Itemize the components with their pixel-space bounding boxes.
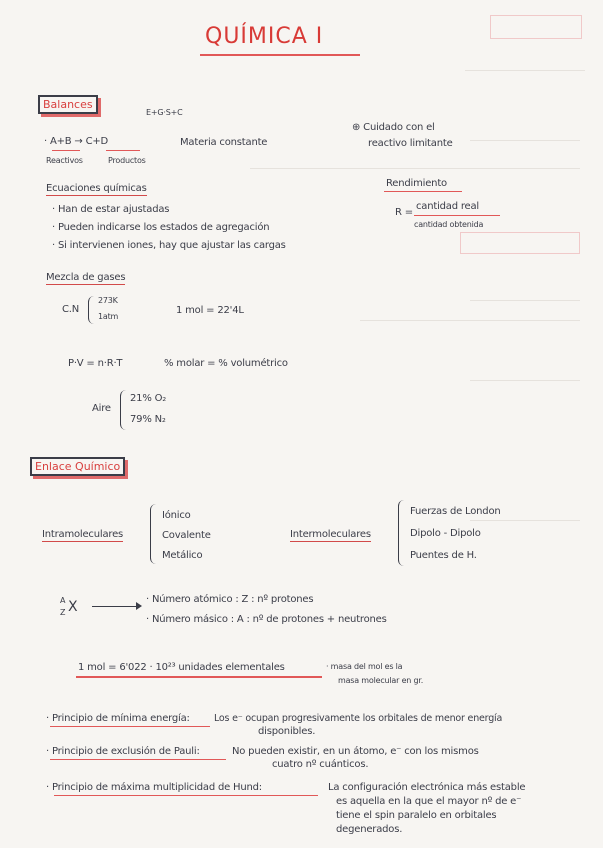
ideal-gas-law: P·V = n·R·T [68,358,123,369]
ecuaciones-item-2: · Pueden indicarse los estados de agregación [52,222,270,233]
faint-box [460,232,580,254]
principio-exclusion-pauli-text: No pueden existir, en un átomo, e⁻ con los mismos [232,746,479,757]
numero-atomico: · Número atómico : Z : nº protones [146,594,314,605]
rendimiento-heading: Rendimiento [386,178,447,189]
reactivos-label: Reactivos [46,156,83,165]
molar-volume: 1 mol = 22'4L [176,305,244,316]
principio-hund-text-4: degenerados. [336,824,403,835]
principio-exclusion-pauli-text-2: cuatro nº cuánticos. [272,759,369,770]
cn-label: C.N [62,304,80,315]
intra-item-metalico: Metálico [162,550,203,561]
aire-o2: 21% O₂ [130,393,167,404]
ecuaciones-heading: Ecuaciones químicas [46,183,147,194]
arrow-icon [92,606,136,607]
ecuaciones-item-3: · Si intervienen iones, hay que ajustar las cargas [52,240,286,251]
reaction: · A+B → C+D [44,136,109,147]
cn-pressure: 1atm [98,312,119,321]
inter-item-london: Fuerzas de London [410,506,501,517]
principio-exclusion-pauli: · Principio de exclusión de Pauli: [46,746,200,757]
principio-hund-text-2: es aquella en la que el mayor nº de e⁻ [336,796,522,807]
page-title: QUÍMICA I [205,24,324,49]
intra-item-covalente: Covalente [162,530,211,541]
cuidado-note: ⊕ Cuidado con el [352,122,435,133]
enlace-heading: Enlace Químico [30,457,125,476]
aire-n2: 79% N₂ [130,414,166,425]
intermoleculares-label: Intermoleculares [290,529,371,540]
title-underline [200,54,360,56]
principio-minima-energia-text: Los e⁻ ocupan progresivamente los orbitales de menor energía [214,713,503,724]
avogadro-number: 1 mol = 6'022 · 10²³ unidades elementales [78,662,285,673]
masa-mol-note: · masa del mol es la [326,662,403,671]
ecuaciones-item-1: · Han de estar ajustadas [52,204,170,215]
principio-hund-text: La configuración electrónica más estable [328,782,526,793]
productos-label: Productos [108,156,146,165]
principio-minima-energia-text-2: disponibles. [258,726,316,737]
r-label: R = [395,207,413,218]
inter-item-dipolo: Dipolo - Dipolo [410,528,481,539]
element-symbol: X [68,599,78,615]
principio-hund: · Principio de máxima multiplicidad de Hund: [46,782,262,793]
principio-minima-energia: · Principio de mínima energía: [46,713,190,724]
inter-item-puentes: Puentes de H. [410,550,477,561]
numero-masico: · Número másico : A : nº de protones + neutrones [146,614,387,625]
balance-equation: E+G·S+C [146,108,183,117]
materia-constante: Materia constante [180,137,268,148]
cn-temp: 273K [98,296,118,305]
molar-percent: % molar = % volumétrico [164,358,288,369]
principio-hund-text-3: tiene el spin paralelo en orbitales [336,810,497,821]
intramoleculares-label: Intramoleculares [42,529,124,540]
aire-label: Aire [92,403,111,414]
r-numerator: cantidad real [416,201,480,212]
mass-number-superscript: A [60,596,66,605]
cuidado-note-2: reactivo limitante [368,138,453,149]
intra-item-ionico: Iónico [162,510,191,521]
balances-heading: Balances [38,95,98,114]
faint-box [490,15,582,39]
r-denominator: cantidad obtenida [414,220,484,229]
mezcla-heading: Mezcla de gases [46,272,126,283]
masa-mol-note-2: masa molecular en gr. [338,676,424,685]
atomic-number-subscript: Z [60,608,66,617]
